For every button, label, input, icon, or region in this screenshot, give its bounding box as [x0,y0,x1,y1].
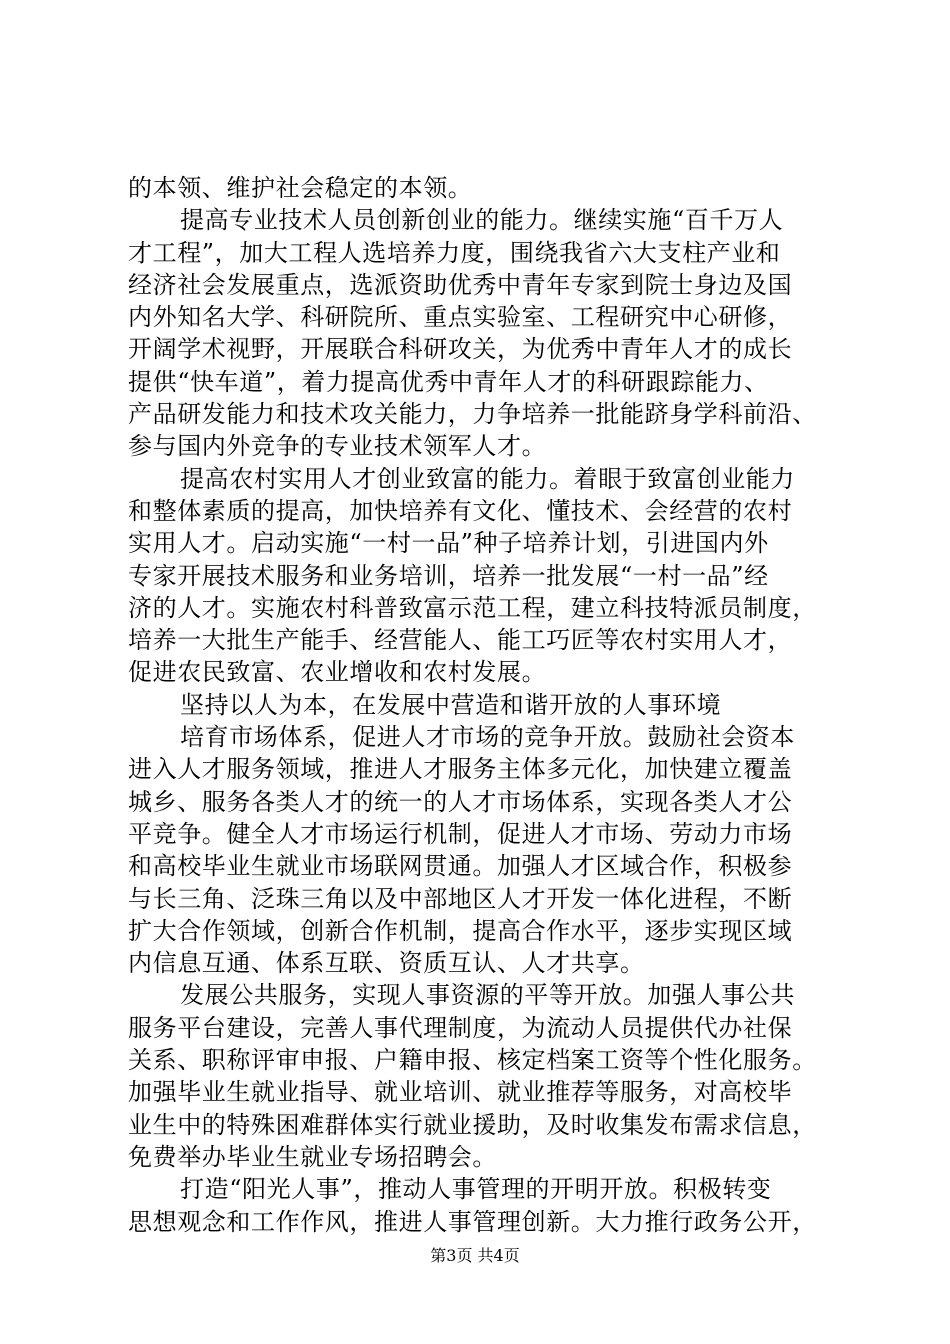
body-text [128,172,838,1238]
text-line: 加强毕业生就业指导、就业培训、就业推荐等服务，对高校毕 [128,1078,793,1107]
text-line: 经济社会发展重点，选派资助优秀中青年专家到院士身边及国 [128,270,793,299]
text-line: 内外知名大学、科研院所、重点实验室、工程研究中心研修， [128,303,793,332]
text-line: 济的人才。实施农村科普致富示范工程，建立科技特派员制度， [128,593,817,622]
text-line: 扩大合作领域，创新合作机制，提高合作水平，逐步实现区域 [128,916,793,945]
text-line: 内信息互通、体系互联、资质互认、人才共享。 [128,949,645,978]
text-line: 业生中的特殊困难群体实行就业援助，及时收集发布需求信息， [128,1110,817,1139]
text-line: 专家开展技术服务和业务培训，培养一批发展“一村一品”经 [128,561,769,590]
text-line: 参与国内外竞争的专业技术领军人才。 [128,432,547,461]
text-line: 促进农民致富、农业增收和农村发展。 [128,658,547,687]
text-line: 开阔学术视野，开展联合科研攻关，为优秀中青年人才的成长 [128,335,793,364]
text-line: 坚持以人为本，在发展中营造和谐开放的人事环境 [180,690,722,719]
text-line: 与长三角、泛珠三角以及中部地区人才开发一体化进程，不断 [128,884,793,913]
text-line: 实用人才。启动实施“一村一品”种子培养计划，引进国内外 [128,529,769,558]
text-line: 进入人才服务领域，推进人才服务主体多元化，加快建立覆盖 [128,755,793,784]
text-line: 培养一大批生产能手、经营能人、能工巧匠等农村实用人才， [128,626,793,655]
text-line: 和整体素质的提高，加快培养有文化、懂技术、会经营的农村 [128,496,793,525]
text-line: 的本领、维护社会稳定的本领。 [128,174,473,202]
text-line: 思想观念和工作作风，推进人事管理创新。大力推行政务公开， [128,1207,817,1236]
text-line: 培育市场体系，促进人才市场的竞争开放。鼓励社会资本 [180,723,795,752]
text-line: 关系、职称评审申报、户籍申报、核定档案工资等个性化服务。 [128,1046,817,1075]
text-line: 发展公共服务，实现人事资源的平等开放。加强人事公共 [180,981,795,1010]
text-line: 才工程”，加大工程人选培养力度，围绕我省六大支柱产业和 [128,238,781,267]
text-line: 提供“快车道”，着力提高优秀中青年人才的科研跟踪能力、 [128,367,769,396]
text-line: 提高农村实用人才创业致富的能力。着眼于致富创业能力 [180,464,795,493]
text-line: 免费举办毕业生就业专场招聘会。 [128,1142,497,1171]
text-line: 提高专业技术人员创新创业的能力。继续实施“百千万人 [180,206,784,235]
text-line: 城乡、服务各类人才的统一的人才市场体系，实现各类人才公 [128,787,793,816]
text-line: 平竞争。健全人才市场运行机制，促进人才市场、劳动力市场 [128,819,793,848]
text-line: 产品研发能力和技术攻关能力，力争培养一批能跻身学科前沿、 [128,400,817,429]
text-line: 和高校毕业生就业市场联网贯通。加强人才区域合作，积极参 [128,852,793,881]
text-line: 服务平台建设，完善人事代理制度，为流动人员提供代办社保 [128,1013,793,1042]
page-footer: 第3页 共4页 [430,1246,520,1265]
text-line: 打造“阳光人事”，推动人事管理的开明开放。积极转变 [180,1175,772,1204]
